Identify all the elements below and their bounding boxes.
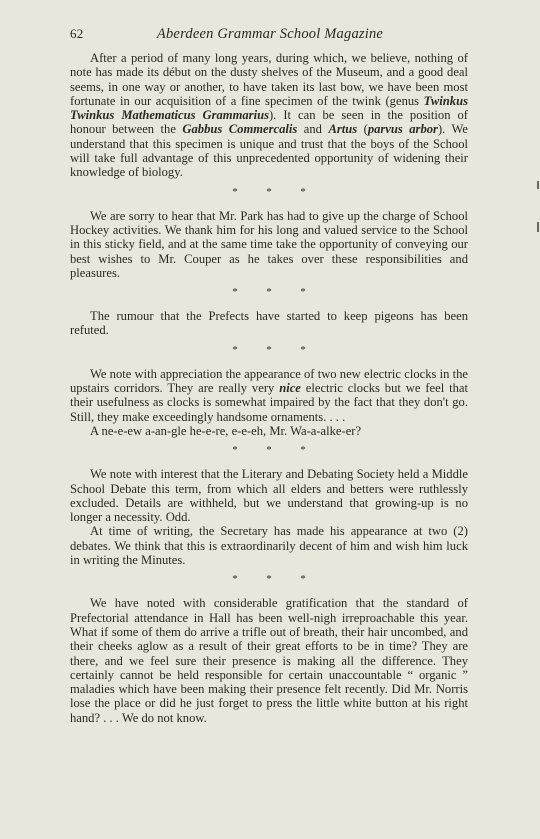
section-separator (70, 572, 468, 586)
text-run: electric clocks but we feel that their usefulness as clocks is somewhat impaired by the fact that they don't go. Still, they make exceedingly handsome ornaments. . . . (70, 381, 468, 424)
paragraph-angle: A ne-e-ew a-an-gle he-e-re, e-e-eh, Mr. Wa-a-alke-er? (90, 423, 362, 438)
text-run: ). It can be seen in the position of honour between the (70, 108, 468, 137)
page-edge-mark (537, 181, 539, 189)
asterisk: * (300, 185, 306, 198)
section-separator (70, 443, 468, 457)
asterisk: * (266, 185, 272, 198)
text-run: We note with appreciation the appearance of two new electric clocks in the upstairs corridors. They are really very (70, 366, 468, 396)
asterisk: * (232, 185, 238, 198)
text-run-italic: Artus (328, 122, 358, 137)
paragraph-pigeons: The rumour that the Prefects have started to keep pigeons has been refuted. (70, 309, 468, 338)
paragraph-clocks (70, 367, 468, 424)
asterisk: * (300, 573, 306, 586)
page-number: 62 (70, 26, 84, 41)
asterisk: * (232, 343, 238, 356)
text-run: After a period of many long years, during which, we believe, nothing of note has made its début on the dusty shelves of the Museum, and a good deal seems, in one way or another, to have taken its last bow, we have been most fortunate in our acquisition of a fine specimen of the twink (genus (70, 51, 468, 108)
asterisk: * (300, 444, 306, 457)
section-separator (70, 343, 468, 357)
asterisk: * (266, 573, 272, 586)
asterisk: * (266, 343, 272, 356)
paragraph-hall-attendance: We have noted with considerable gratification that the standard of Prefectorial attendance in Hall has been well-nigh irreproachable this year. What if some of them do arrive a trifle out of breath, their hair uncombed, and their cheeks aglow as a result of their great efforts to be in time? They are there, and we feel sure their presence is making all the difference. They certainly cannot be held responsible for certain unaccountable “ organic ” maladies which have been making their presence felt recently. Did Mr. Norris lose the place or did he just forget to press the little white button at his right hand? . . . We do not know. (70, 596, 468, 725)
text-run: ). We understand that this specimen is unique and trust that the boys of the School will take full advantage of this unprecedented opportunity of widening their knowledge of biology. (70, 122, 469, 180)
text-run-italic: nice (279, 381, 301, 396)
asterisk: * (266, 286, 272, 299)
text-run-italic: parvus arbor (367, 122, 438, 137)
asterisk: * (300, 343, 306, 356)
paragraph-secretary: At time of writing, the Secretary has made his appearance at two (2) debates. We think that this is extraordinarily decent of him and wish him luck in writing the Minutes. (70, 524, 468, 568)
asterisk: * (300, 286, 306, 299)
page-edge-mark (537, 222, 539, 232)
text-run: ( (357, 122, 368, 137)
paragraph-hockey: We are sorry to hear that Mr. Park has had to give up the charge of School Hockey activities. We thank him for his long and valued service to the School in this sticky field, and at the same time take the opportunity of conveying our best wishes to Mr. Couper as he takes over these responsibilities and pleasures. (70, 208, 468, 280)
running-title: Aberdeen Grammar School Magazine (156, 26, 384, 42)
text-run-italic: Gabbus Commercalis (182, 122, 298, 137)
asterisk: * (232, 286, 238, 299)
section-separator (70, 285, 468, 299)
article-body (70, 51, 468, 725)
page-header (70, 26, 470, 44)
asterisk: * (232, 573, 238, 586)
text-run-italic: Twinkus Twinkus Mathematicus Grammarius (70, 93, 468, 123)
paragraph-museum (70, 51, 468, 180)
paragraph-debating: We note with interest that the Literary and Debating Society held a Middle School Debate this term, from which all elders and betters were ruthlessly excluded. Details are withheld, but we understand that growing-up is no longer a necessity. Odd. (70, 467, 468, 525)
asterisk: * (266, 444, 272, 457)
section-separator (70, 185, 468, 199)
asterisk: * (232, 444, 238, 457)
text-run: and (297, 122, 329, 137)
